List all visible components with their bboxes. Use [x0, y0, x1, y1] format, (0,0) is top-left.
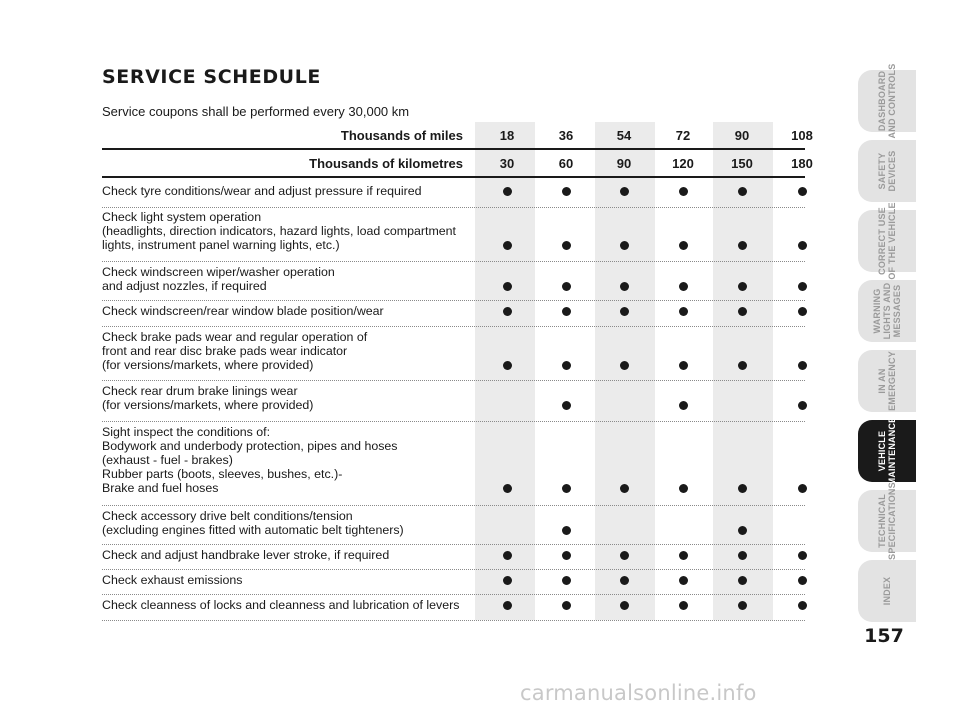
tab-label: [877, 482, 897, 560]
km-header-label: Thousands of kilometres: [309, 156, 463, 171]
page-subtitle: Service coupons shall be performed every 30,000 km: [102, 104, 410, 119]
tab-label-line: AND CONTROLS: [887, 63, 897, 139]
tab-dashboard-and-controls[interactable]: [858, 63, 916, 139]
row-divider: [102, 207, 805, 208]
row-divider: [102, 505, 805, 506]
header-divider: [102, 148, 805, 150]
tab-label: [877, 151, 897, 192]
miles-interval-4: 72: [675, 128, 691, 143]
miles-interval-1: 18: [499, 128, 515, 143]
tab-label: [877, 202, 897, 279]
service-dot: [562, 601, 571, 610]
tab-label-line: CORRECT USE: [877, 207, 887, 275]
service-dot: [798, 401, 807, 410]
row-text-line: lights, instrument panel warning lights, etc.): [102, 238, 340, 252]
service-dot: [620, 241, 629, 250]
table-row: [102, 384, 470, 412]
service-dot: [503, 241, 512, 250]
row-text-line: Check cleanness of locks and cleanness and lubrication of levers: [102, 598, 460, 612]
row-text-line: (for versions/markets, where provided): [102, 398, 314, 412]
service-dot: [738, 241, 747, 250]
tab-label-line: INDEX: [882, 576, 892, 606]
service-dot: [679, 282, 688, 291]
tab-label-line: SAFETY: [877, 152, 887, 190]
table-row: [102, 573, 470, 587]
table-row: [102, 210, 470, 252]
tab-label-line: OF THE VEHICLE: [887, 202, 897, 280]
tab-vehicle-maintenance[interactable]: [858, 416, 916, 486]
row-text-line: Check exhaust emissions: [102, 573, 243, 587]
page-number: 157: [864, 625, 904, 647]
tab-label-line: EMERGENCY: [887, 351, 897, 411]
service-dot: [503, 361, 512, 370]
table-row: [102, 425, 470, 495]
service-dot: [503, 576, 512, 585]
row-text-line: Check windscreen/rear window blade position/wear: [102, 304, 384, 318]
row-text-line: (excluding engines fitted with automatic belt tighteners): [102, 523, 404, 537]
service-dot: [562, 282, 571, 291]
service-dot: [620, 282, 629, 291]
service-dot: [503, 187, 512, 196]
row-text-line: (headlights, direction indicators, hazard lights, load compartment: [102, 224, 457, 238]
miles-interval-5: 90: [734, 128, 750, 143]
row-text-line: Check tyre conditions/wear and adjust pressure if required: [102, 184, 422, 198]
tab-label-line: WARNING: [872, 288, 882, 334]
row-divider: [102, 300, 805, 301]
tab-label: [882, 577, 892, 606]
service-dot: [679, 401, 688, 410]
service-dot: [562, 361, 571, 370]
service-dot: [562, 576, 571, 585]
row-text-line: front and rear disc brake pads wear indicator: [102, 344, 348, 358]
tab-label-line: IN AN: [877, 368, 887, 394]
service-dot: [798, 282, 807, 291]
service-dot: [738, 282, 747, 291]
service-dot: [738, 526, 747, 535]
km-interval-2: 60: [558, 156, 574, 171]
tab-label-line: SPECIFICATIONS: [887, 482, 897, 560]
service-dot: [562, 307, 571, 316]
service-dot: [738, 361, 747, 370]
service-dot: [620, 551, 629, 560]
tab-label-line: DEVICES: [887, 150, 897, 192]
service-dot: [503, 601, 512, 610]
service-dot: [503, 307, 512, 316]
row-divider: [102, 569, 805, 570]
service-dot: [679, 187, 688, 196]
service-dot: [679, 484, 688, 493]
table-row: [102, 509, 470, 537]
service-dot: [679, 551, 688, 560]
row-divider: [102, 594, 805, 595]
service-dot: [798, 576, 807, 585]
service-dot: [620, 576, 629, 585]
watermark: carmanualsonline.info: [520, 681, 757, 705]
service-dot: [738, 551, 747, 560]
km-interval-1: 30: [499, 156, 515, 171]
row-divider: [102, 326, 805, 327]
service-dot: [562, 551, 571, 560]
tab-label: [877, 417, 897, 486]
tab-label-line: MESSAGES: [892, 284, 902, 338]
km-interval-6: 180: [791, 156, 813, 171]
row-divider: [102, 380, 805, 381]
column-band: [595, 122, 655, 620]
tab-label-line: MAINTENANCE: [887, 416, 897, 486]
service-dot: [738, 601, 747, 610]
service-dot: [620, 601, 629, 610]
row-divider: [102, 261, 805, 262]
service-dot: [798, 361, 807, 370]
row-text-line: Check accessory drive belt conditions/tension: [102, 509, 353, 523]
service-dot: [620, 187, 629, 196]
tab-label-line: DASHBOARD: [877, 70, 887, 132]
tab-label-line: TECHNICAL: [877, 494, 887, 548]
miles-interval-2: 36: [558, 128, 574, 143]
tab-technical-specifications[interactable]: [858, 482, 916, 560]
row-divider: [102, 544, 805, 545]
tab-safety-devices[interactable]: [858, 140, 916, 202]
column-band: [713, 122, 773, 620]
row-text-line: Brake and fuel hoses: [102, 481, 219, 495]
row-text-line: (exhaust - fuel - brakes): [102, 453, 233, 467]
service-dot: [679, 307, 688, 316]
service-dot: [798, 241, 807, 250]
row-text-line: Check rear drum brake linings wear: [102, 384, 298, 398]
tab-label: [872, 283, 902, 340]
table-row: [102, 265, 470, 293]
tab-index[interactable]: [858, 560, 916, 622]
tab-label: [877, 351, 897, 411]
service-dot: [798, 307, 807, 316]
table-row: [102, 304, 470, 318]
service-dot: [798, 187, 807, 196]
row-text-line: (for versions/markets, where provided): [102, 358, 314, 372]
service-dot: [620, 361, 629, 370]
service-dot: [503, 282, 512, 291]
row-text-line: Sight inspect the conditions of:: [102, 425, 271, 439]
column-band: [475, 122, 535, 620]
row-text-line: and adjust nozzles, if required: [102, 279, 267, 293]
service-dot: [798, 484, 807, 493]
service-dot: [562, 187, 571, 196]
service-dot: [798, 551, 807, 560]
service-dot: [679, 241, 688, 250]
service-dot: [738, 307, 747, 316]
tab-warning-lights-and-messages[interactable]: [858, 280, 916, 342]
tab-label: [877, 64, 897, 139]
miles-interval-6: 108: [791, 128, 813, 143]
service-dot: [679, 361, 688, 370]
service-dot: [562, 484, 571, 493]
row-text-line: Rubber parts (boots, sleeves, bushes, etc.)-: [102, 467, 343, 481]
service-dot: [679, 576, 688, 585]
row-text-line: Check light system operation: [102, 210, 262, 224]
service-dot: [738, 576, 747, 585]
service-dot: [620, 484, 629, 493]
service-dot: [562, 401, 571, 410]
service-dot: [679, 601, 688, 610]
table-row: [102, 548, 470, 562]
row-text-line: Check windscreen wiper/washer operation: [102, 265, 335, 279]
service-dot: [620, 307, 629, 316]
row-divider: [102, 421, 805, 422]
tab-in-an-emergency[interactable]: [858, 350, 916, 412]
row-divider: [102, 620, 805, 621]
row-text-line: Check brake pads wear and regular operation of: [102, 330, 368, 344]
header-bottom-divider: [102, 176, 805, 178]
service-dot: [738, 484, 747, 493]
service-dot: [562, 241, 571, 250]
miles-header-label: Thousands of miles: [340, 128, 463, 143]
row-text-line: Check and adjust handbrake lever stroke, if required: [102, 548, 390, 562]
tab-label-line: LIGHTS AND: [882, 282, 892, 340]
km-interval-3: 90: [616, 156, 632, 171]
tab-label-line: VEHICLE: [877, 430, 887, 472]
table-row: [102, 184, 470, 198]
tab-correct-use-of-the-vehicle[interactable]: [858, 202, 916, 280]
service-dot: [503, 551, 512, 560]
table-row: [102, 598, 470, 612]
row-text-line: Bodywork and underbody protection, pipes and hoses: [102, 439, 398, 453]
km-interval-4: 120: [672, 156, 694, 171]
km-interval-5: 150: [731, 156, 753, 171]
miles-interval-3: 54: [616, 128, 632, 143]
page-title: SERVICE SCHEDULE: [102, 66, 321, 88]
service-dot: [503, 484, 512, 493]
table-row: [102, 330, 470, 372]
service-dot: [562, 526, 571, 535]
service-dot: [798, 601, 807, 610]
service-dot: [738, 187, 747, 196]
